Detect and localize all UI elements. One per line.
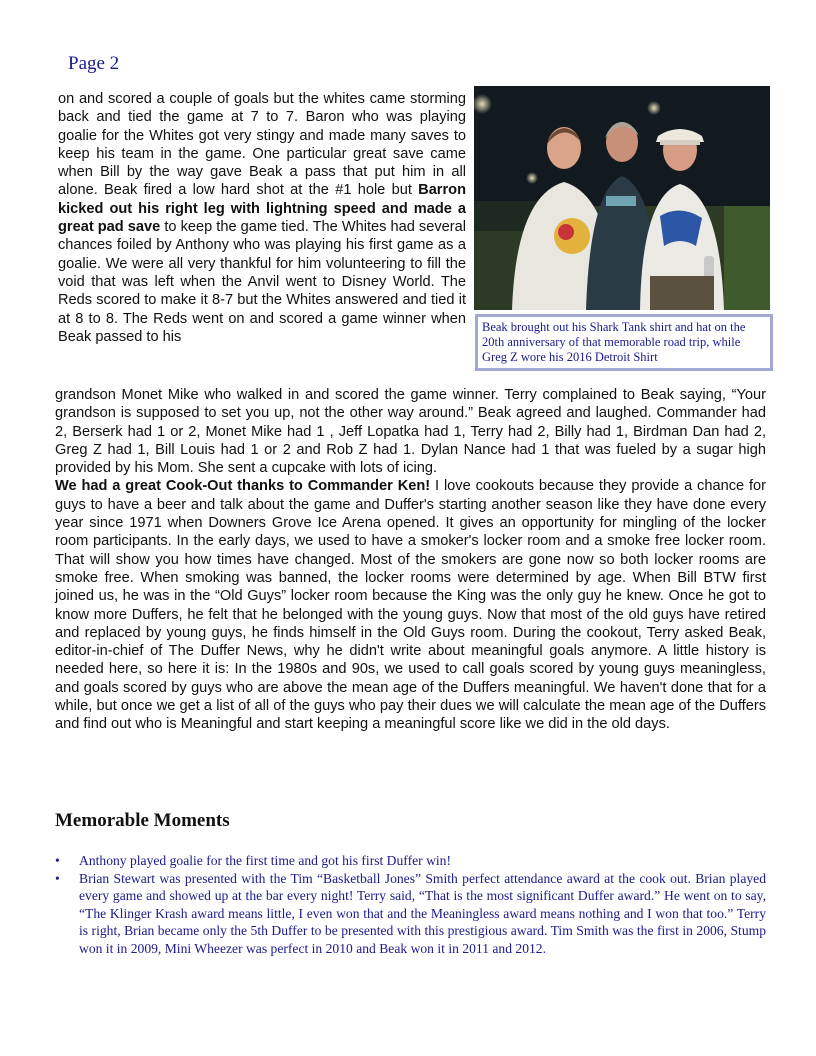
memorable-moments-heading: Memorable Moments bbox=[55, 810, 230, 831]
paragraph-game-summary: grandson Monet Mike who walked in and scored the game winner. Terry complained to Beak saying, “Your grandson is supposed to set you up, not the other way around.” Beak agreed and laughed. Commander had 2, Berserk had 1 or 2, Monet Mike had 1 , Jeff Lopatka had 1, Terry had 2, Billy had 1, Birdman Dan had 2, Greg Z had 1, Bill Louis had 1 or 2 and Rob Z had 1. Dylan Nance had 1 that was fueled by a sugar high provided by his Mom. She sent a cupcake with lots of icing. bbox=[55, 387, 766, 477]
article-text-bold: Barron kicked out his right leg with lightning speed and made a great pad save bbox=[58, 182, 466, 236]
photo-caption: Beak brought out his Shark Tank shirt and hat on the 20th anniversary of that memorable road trip, while Greg Z wore his 2016 Detroit Shirt bbox=[475, 314, 773, 371]
cookout-bold-lead: We had a great Cook-Out thanks to Commander Ken! bbox=[55, 478, 431, 495]
list-item-text: Anthony played goalie for the first time and got his first Duffer win! bbox=[79, 853, 451, 868]
article-text-part2: to keep the game tied. The Whites had several chances foiled by Anthony who was playing his first game as a goalie. We were all very thankful for him volunteering to fill the void that was left when the Anvil went to Disney World. The Reds scored to make it 8-7 but the Whites answered and tied it at 8 to 8. The Reds went on and scored a game winner when Beak passed to his bbox=[58, 219, 466, 345]
group-photo-illustration bbox=[474, 86, 770, 310]
article-text-part1: on and scored a couple of goals but the whites came storming back and tied the game at 7 to 7. Baron who was playing goalie for the Whites got very stingy and made many saves to keep his team in the game. One particular great save came when Bill by the way gave Beak a pass that put him in all alone. Beak fired a low hard shot at the #1 hole but bbox=[58, 91, 466, 199]
photo-block bbox=[474, 86, 770, 371]
list-item bbox=[55, 852, 766, 870]
list-item-text: Brian Stewart was presented with the Tim “Basketball Jones” Smith perfect attendance award at the cook out. Brian played every game and showed up at the bar every night! Terry said, “That is the most significant Duffer award.” He went on to say, “The Klinger Krash award means little, I even won that and the Meaningless award means nothing and I won that too.” Terry is right, Brian became only the 5th Duffer to be presented with this prestigious award. Tim Smith was the first in 2006, Stump won it in 2009, Mini Wheezer was perfect in 2010 and Beak won it in 2011 and 2012. bbox=[79, 870, 766, 956]
list-item bbox=[55, 870, 766, 958]
article-full-width-text bbox=[55, 386, 766, 734]
paragraph-cookout bbox=[55, 477, 766, 733]
cookout-text: I love cookouts because they provide a chance for guys to have a beer and talk about the game and Duffer's starting another season like they have done every year since 1971 when Downers Grove Ice Arena opened. It gives an opportunity for mingling of the locker room participants. In the early days, we used to have a smoker's locker room and a smoke free locker room. That will show you how times have changed. Most of the smokers are gone now so both locker rooms are smoke free. When smoking was banned, the locker rooms were determined by age. When Bill BTW first joined us, he was in the “Old Guys” locker room because the King was the only guy he knew. Once he got to know more Duffers, he felt that he belonged with the young guys. Now that most of the old guys have retired and replaced by young guys, he finds himself in the Old Guys room. During the cookout, Terry asked Beak, editor-in-chief of The Duffer News, why he didn't write about meaningful goals anymore. A little history is needed here, so here it is: In the 1980s and 90s, we used to call goals scored by young guys meaningless, and goals scored by guys who are above the mean age of the Duffers meaningful. We haven't done that for a while, but once we get a list of all of the guys who pay their dues we will calculate the mean age of the Duffers and find out who is Meaningful and start keeping a meaningful score like we did in the old days. bbox=[55, 478, 767, 733]
group-photo bbox=[474, 86, 770, 310]
bullet-icon: • bbox=[55, 870, 60, 886]
bullet-icon: • bbox=[55, 853, 60, 868]
memorable-moments-list bbox=[55, 852, 766, 957]
article-column-text bbox=[58, 90, 466, 346]
page-label: Page 2 bbox=[68, 53, 120, 74]
